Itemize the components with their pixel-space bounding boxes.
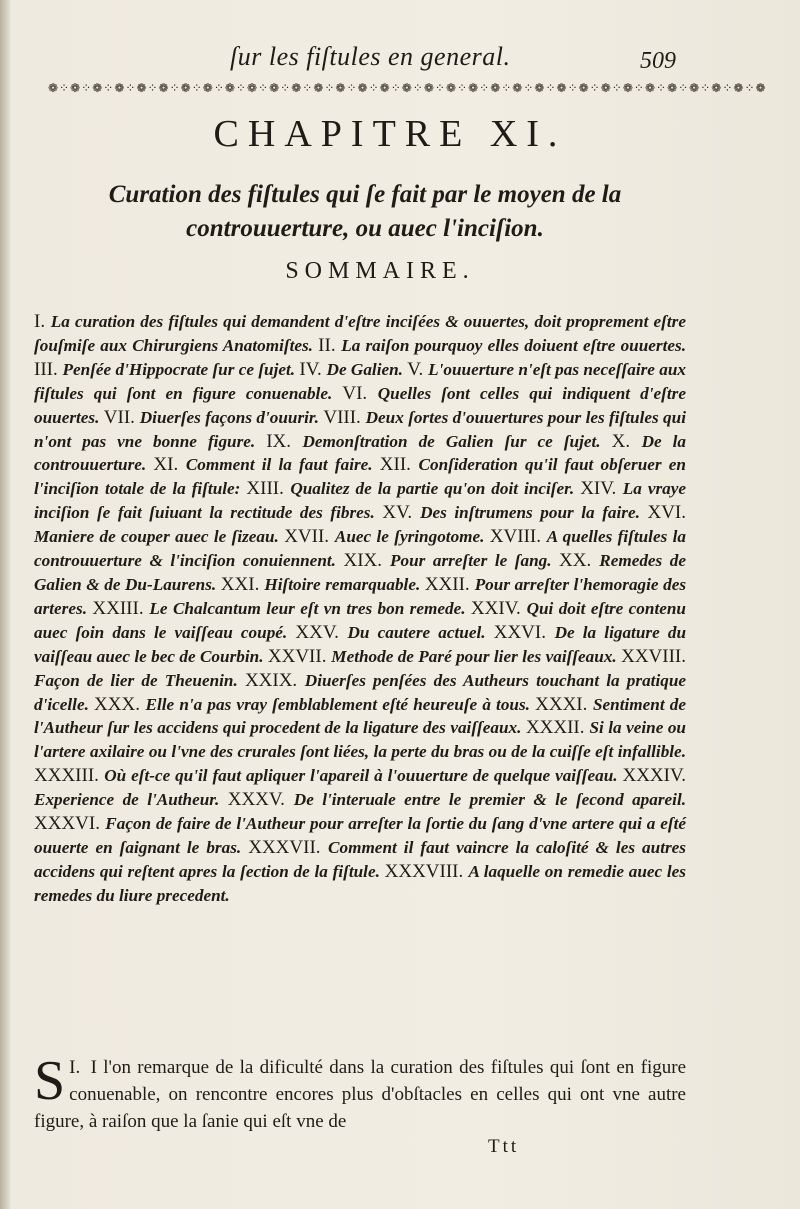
summary-item-text: Des inſtrumens pour la faire.: [420, 503, 648, 523]
summary-item-number: X.: [611, 430, 642, 452]
summary-item-number: VII.: [103, 406, 140, 428]
summary-item-text: Demonſtration de Galien ſur ce ſujet.: [302, 431, 612, 451]
sommaire-heading: SOMMAIRE.: [285, 258, 475, 284]
summary-item-text: Pour arreſter l'hemoragie des arteres.: [34, 574, 687, 618]
running-title: ſur les fiſtules en general.: [230, 42, 511, 71]
summary-item-text: Comment il faut vaincre la caloſité & les autres accidens qui reſtent apres la ſection de la fiſtule.: [34, 837, 686, 881]
summary-item-number: XV.: [382, 502, 421, 524]
summary-item-number: XIII.: [246, 478, 291, 500]
summary-item-number: II.: [318, 334, 342, 356]
drop-cap: S: [34, 1050, 66, 1112]
summary-item-number: XIX.: [343, 550, 390, 572]
summary-item-number: XXVI.: [493, 621, 555, 643]
summary-item-number: XXIX.: [244, 669, 305, 691]
summary-item-text: Du cautere actuel.: [347, 622, 494, 642]
running-head: [0, 42, 800, 76]
summary-item-text: Hiſtoire remarquable.: [264, 574, 425, 594]
summary-item-text: Pour arreſter le ſang.: [390, 551, 560, 571]
signature-mark: Ttt: [488, 1136, 520, 1157]
summary-item-number: XXX.: [94, 693, 146, 715]
summary-item-number: XXXIII.: [34, 765, 105, 787]
summary-item-number: III.: [34, 358, 63, 380]
summary-item-text: De la ligature du vaiſſeau auec le bec de Courbin.: [34, 622, 687, 666]
chapter-subtitle: Curation des fiſtules qui ſe fait par le moyen de la controuuerture, ou auec l'inciſion.: [108, 181, 622, 242]
summary-item-text: Auec le ſyringotome.: [334, 527, 490, 547]
summary-item-number: XXIII.: [92, 597, 150, 619]
summary-item-text: Conſideration qu'il faut obſeruer en l'inciſion totale de la fiſtule:: [34, 455, 686, 499]
summary-item-number: XXXII.: [525, 717, 590, 739]
summary-item-number: I.: [34, 311, 51, 332]
summary-item-number: XXXV.: [227, 789, 294, 811]
summary-item-number: XXVII.: [267, 645, 332, 667]
summary-item-number: XXV.: [295, 621, 348, 643]
summary-item-text: Maniere de couper auec le ſizeau.: [34, 527, 285, 547]
chapter-title: CHAPITRE XI.: [213, 113, 567, 155]
summary-item-text: Comment il la faut faire.: [185, 455, 380, 475]
summary-item-text: Qualitez de la partie qu'on doit inciſer.: [290, 479, 581, 499]
summary-item-text: Diuerſes penſées des Autheurs touchant la pratique d'icelle.: [34, 670, 687, 714]
summary-item-text: Penſée d'Hippocrate ſur ce ſujet.: [62, 359, 300, 379]
summary-item-text: Sentiment de l'Autheur ſur les accidens qui procedent de la ligature des vaiſſeaux.: [34, 694, 686, 738]
summary-item-text: De Galien.: [326, 359, 408, 379]
summary-item-text: Le Chalcantum leur eſt vn tres bon remede.: [149, 598, 471, 618]
summary-item-number: XI.: [153, 454, 186, 476]
summary-item-number: XXVIII.: [621, 645, 686, 667]
summary-item-text: Façon de faire de l'Autheur pour arreſter la ſortie du ſang d'vne artere qui a eſté ouuerte en ſaignant le bras.: [34, 814, 686, 857]
summary-item-text: La raiſon pourquoy elles doiuent eſtre ouuertes.: [341, 335, 686, 355]
summary-item-number: VI.: [342, 382, 378, 404]
summary-item-text: Qui doit eſtre contenu auec ſoin dans le vaiſſeau coupé.: [34, 598, 686, 642]
summary-item-text: Façon de lier de Theuenin.: [34, 670, 245, 690]
summary-item-text: De la controuuerture.: [34, 431, 686, 475]
summary-item-number: XX.: [559, 550, 600, 572]
section-number: I.: [69, 1057, 81, 1078]
summary-item-number: XII.: [379, 454, 419, 476]
summary-item-number: XVI.: [647, 502, 686, 524]
page-number: 509: [640, 48, 676, 74]
summary-item-text: Experience de l'Autheur.: [34, 790, 228, 810]
summary-item-number: XXXIV.: [622, 765, 686, 787]
summary-item-number: XXXVI.: [34, 813, 106, 835]
summary-item-number: XXI.: [220, 573, 265, 595]
decorative-ornament-band: ❁⁘❁⁘❁⁘❁⁘❁⁘❁⁘❁⁘❁⁘❁⁘❁⁘❁⁘❁⁘❁⁘❁⁘❁⁘❁⁘❁⁘❁⁘❁⁘❁⁘❁⁘❁⁘❁⁘❁⁘❁⁘❁⁘❁⁘❁⁘❁⁘❁⁘❁⁘❁⁘❁: [48, 81, 767, 95]
summary-item-number: XXXVIII.: [384, 860, 469, 882]
summary-item-text: Où eſt-ce qu'il faut apliquer l'apareil à l'ouuerture de quelque vaiſſeau.: [104, 766, 623, 786]
summary-item-text: Deux ſortes d'ouuertures pour les fiſtules qui n'ont pas vne bonne figure.: [34, 407, 686, 451]
summary-item-number: XXXVII.: [248, 836, 329, 858]
summary-item-number: XXIV.: [470, 597, 527, 619]
summary-item-text: Remedes de Galien & de Du-Laurens.: [34, 551, 686, 594]
body-paragraph: [34, 1050, 686, 1135]
summary-item-text: La vraye inciſion ſe fait ſuiuant la rectitude des fibres.: [34, 479, 687, 523]
summary-item-number: V.: [407, 358, 429, 380]
summary-item-text: L'ouuerture n'eſt pas neceſſaire aux fiſtules qui ſont en figure conuenable.: [34, 359, 687, 403]
summary-item-text: Si la veine ou l'artere axilaire ou l'vne des crurales ſont liées, la perte du bras ou de la cuiſſe eſt infallible.: [34, 718, 686, 762]
page-gutter-shadow: [0, 0, 10, 1209]
summary-item-number: XXII.: [424, 573, 475, 595]
body-text: I l'on remarque de la dificulté dans la curation des fiſtules qui ſont en figure conuenable, on rencontre encores plus d'obſtacles en celles qui ont vne autre figure, à raiſon que la ſanie qui eſt vne de: [34, 1057, 686, 1132]
summary-item-text: A quelles fiſtules la controuuerture & l'inciſion conuiennent.: [34, 527, 686, 571]
summary-item-number: VIII.: [323, 406, 366, 428]
summary-item-text: Methode de Paré pour lier les vaiſſeaux.: [331, 646, 622, 666]
summary-item-number: XIV.: [580, 478, 623, 500]
summary-item-text: De l'interuale entre le premier & le ſecond apareil.: [293, 790, 687, 810]
summary-item-number: XVII.: [284, 526, 335, 548]
summary-item-number: IV.: [299, 358, 327, 380]
summary-item-text: La curation des fiſtules qui demandent d'eſtre inciſées & ouuertes, doit proprement eſtre ſouſmiſe aux Chirurgiens Anatomiſtes.: [34, 312, 687, 355]
summary-item-text: Elle n'a pas vray ſemblablement eſté heureuſe à tous.: [145, 694, 536, 714]
sommaire-text: [34, 310, 686, 908]
summary-item-text: A laquelle on remedie auec les remedes du liure precedent.: [34, 861, 686, 905]
summary-item-number: XVIII.: [489, 526, 547, 548]
summary-item-text: Diuerſes façons d'ouurir.: [139, 407, 324, 427]
summary-item-text: Quelles ſont celles qui indiquent d'eſtre ouuertes.: [34, 383, 686, 427]
summary-item-number: XXXI.: [535, 693, 593, 715]
summary-item-number: IX.: [266, 430, 303, 452]
